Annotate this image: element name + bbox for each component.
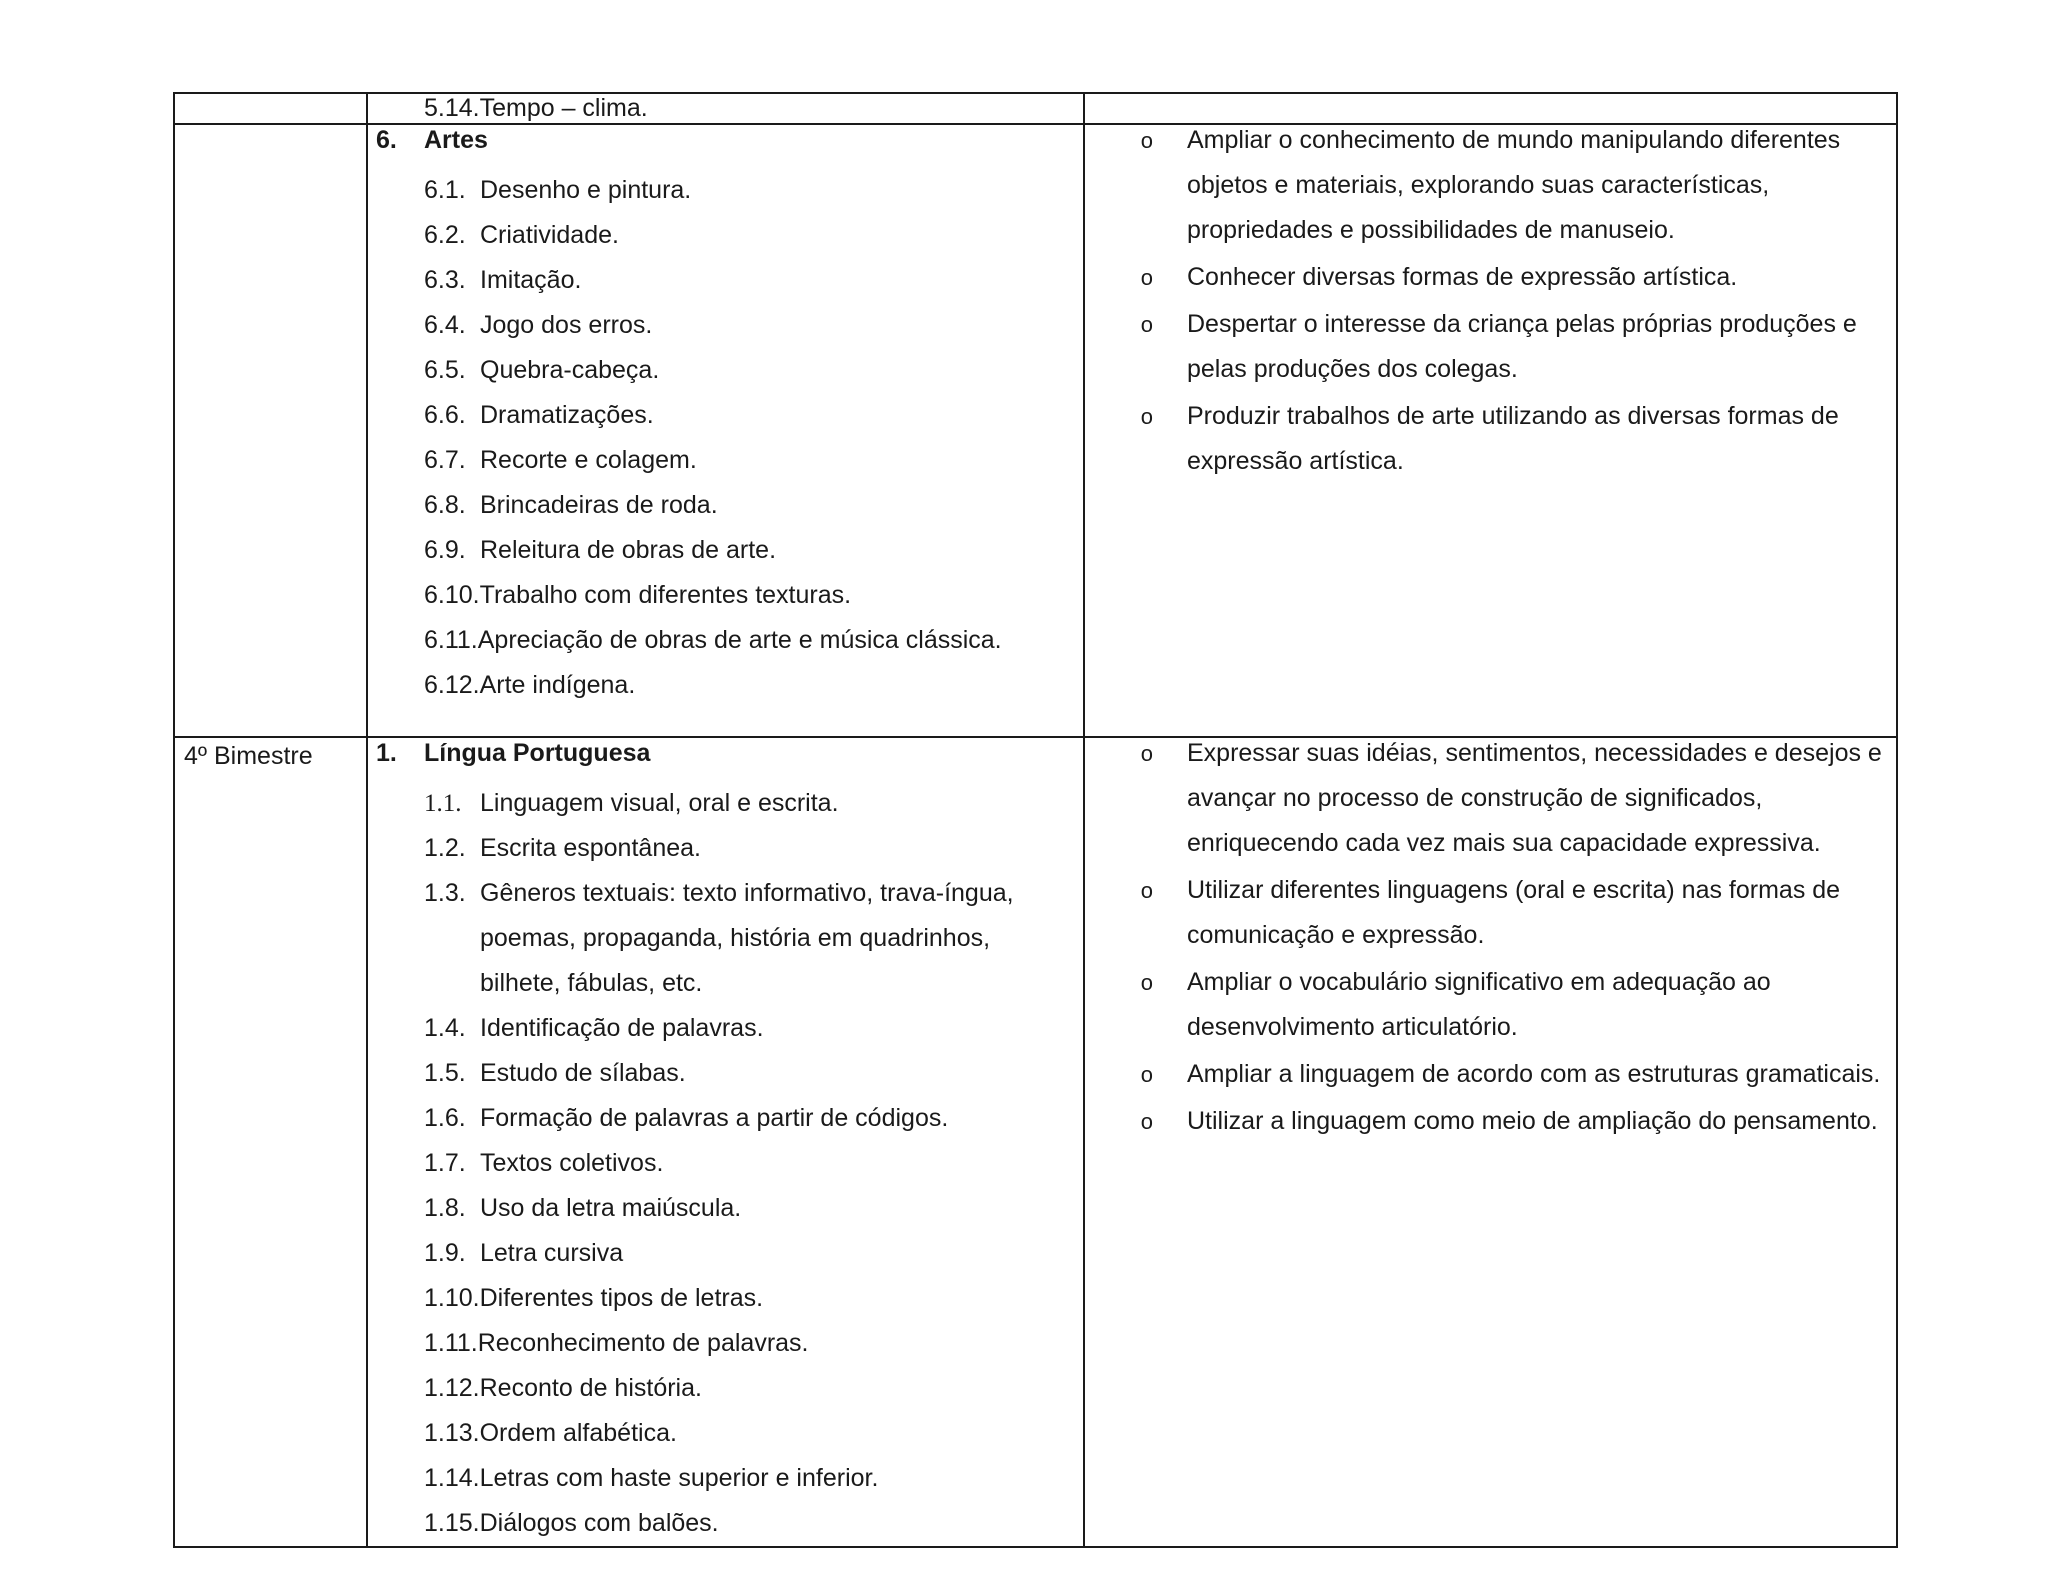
goals-cell	[1084, 737, 1897, 1547]
content-list	[368, 781, 1083, 1546]
item-number: 6.9.	[424, 536, 466, 564]
table-row	[174, 124, 1897, 737]
bullet-icon: o	[1140, 970, 1153, 995]
list-item	[368, 438, 1083, 483]
item-text: Gêneros textuais: texto informativo, trava-íngua, poemas, propaganda, história em quadrinhos, bilhete, fábulas, etc.	[480, 879, 1014, 997]
bullet-icon: o	[1140, 128, 1153, 153]
section-number: 6.	[376, 126, 397, 154]
item-text: Estudo de sílabas.	[480, 1059, 686, 1087]
goals-list	[1085, 118, 1896, 484]
item-number: 6.2.	[424, 221, 466, 249]
item-number: 1.1.	[424, 790, 462, 817]
goal-item	[1085, 868, 1896, 958]
table-row	[174, 737, 1897, 1547]
section-title: Língua Portuguesa	[424, 739, 651, 767]
item-number: 1.5.	[424, 1059, 466, 1087]
goal-text: Expressar suas idéias, sentimentos, necessidades e desejos e avançar no processo de construção de significados, enriquecendo cada vez mais sua capacidade expressiva.	[1187, 739, 1882, 857]
list-item	[368, 573, 1083, 618]
list-item	[368, 1096, 1083, 1141]
list-item	[368, 781, 1083, 826]
list-item	[368, 1051, 1083, 1096]
item-number: 1.7.	[424, 1149, 466, 1177]
item-number: 6.7.	[424, 446, 466, 474]
curriculum-table	[173, 92, 1898, 1548]
bullet-icon: o	[1140, 878, 1153, 903]
section-heading	[368, 738, 1083, 769]
item-text: Diferentes tipos de letras.	[479, 1284, 764, 1312]
list-item	[368, 258, 1083, 303]
list-item	[368, 1501, 1083, 1546]
period-cell	[174, 124, 367, 737]
item-number: 6.4.	[424, 311, 466, 339]
item-text: Imitação.	[480, 266, 582, 294]
list-item	[368, 528, 1083, 573]
item-text: Linguagem visual, oral e escrita.	[480, 789, 839, 817]
period-cell: 4º Bimestre	[174, 737, 367, 1547]
item-number: 1.2.	[424, 834, 466, 862]
item-text: Letra cursiva	[480, 1239, 624, 1267]
item-number: 6.1.	[424, 176, 466, 204]
item-text: Desenho e pintura.	[480, 176, 692, 204]
list-item	[368, 1456, 1083, 1501]
item-number: 6.12.	[424, 671, 480, 699]
goal-item	[1085, 960, 1896, 1050]
item-number: 1.12.	[424, 1374, 480, 1402]
goal-item	[1085, 255, 1896, 300]
goal-item	[1085, 118, 1896, 253]
item-text: Apreciação de obras de arte e música clássica.	[477, 626, 1002, 654]
item-text: Criatividade.	[480, 221, 619, 249]
list-item	[368, 1006, 1083, 1051]
item-text: Formação de palavras a partir de códigos.	[480, 1104, 949, 1132]
bullet-icon: o	[1140, 312, 1153, 337]
list-item	[368, 1231, 1083, 1276]
goal-item	[1085, 302, 1896, 392]
goal-text: Utilizar a linguagem como meio de ampliação do pensamento.	[1187, 1107, 1878, 1135]
bullet-icon: o	[1140, 741, 1153, 766]
list-item	[368, 663, 1083, 708]
item-text: Trabalho com diferentes texturas.	[479, 581, 852, 609]
list-item	[368, 1186, 1083, 1231]
item-text: Releitura de obras de arte.	[480, 536, 777, 564]
item-number: 1.15.	[424, 1509, 480, 1537]
item-number: 1.14.	[424, 1464, 480, 1492]
item-number: 6.3.	[424, 266, 466, 294]
content-cell	[367, 737, 1084, 1547]
item-number: 1.10.	[424, 1284, 480, 1312]
item-text: Letras com haste superior e inferior.	[479, 1464, 879, 1492]
list-item	[368, 871, 1083, 1006]
item-number: 6.6.	[424, 401, 466, 429]
goal-text: Conhecer diversas formas de expressão artística.	[1187, 263, 1738, 291]
list-item	[368, 168, 1083, 213]
goal-item	[1085, 731, 1896, 866]
list-item	[368, 303, 1083, 348]
item-text: Recorte e colagem.	[480, 446, 697, 474]
item-text: Jogo dos erros.	[480, 311, 653, 339]
item-text: Escrita espontânea.	[480, 834, 701, 862]
list-item	[368, 348, 1083, 393]
item-number: 1.9.	[424, 1239, 466, 1267]
item-text: Brincadeiras de roda.	[480, 491, 718, 519]
content-list	[368, 168, 1083, 708]
goals-cell	[1084, 124, 1897, 737]
bullet-icon: o	[1140, 1062, 1153, 1087]
item-number: 6.5.	[424, 356, 466, 384]
item-number: 6.8.	[424, 491, 466, 519]
section-number: 1.	[376, 739, 397, 767]
item-number: 1.11.	[424, 1329, 478, 1357]
list-item	[368, 1276, 1083, 1321]
list-item	[368, 826, 1083, 871]
item-number: 1.8.	[424, 1194, 466, 1222]
list-item	[368, 1321, 1083, 1366]
item-text: Ordem alfabética.	[479, 1419, 677, 1447]
goal-item	[1085, 394, 1896, 484]
goal-text: Produzir trabalhos de arte utilizando as diversas formas de expressão artística.	[1187, 402, 1839, 475]
item-text: Identificação de palavras.	[480, 1014, 764, 1042]
goal-text: Ampliar o conhecimento de mundo manipulando diferentes objetos e materiais, explorando suas características, propriedades e possibilidades de manuseio.	[1187, 126, 1841, 244]
goals-list	[1085, 731, 1896, 1144]
list-item	[368, 1366, 1083, 1411]
item-text: Quebra-cabeça.	[480, 356, 660, 384]
item-number: 1.6.	[424, 1104, 466, 1132]
item-number: 1.13.	[424, 1419, 480, 1447]
item-number: 1.3.	[424, 879, 466, 907]
list-item	[368, 1411, 1083, 1456]
item-text: Reconhecimento de palavras.	[477, 1329, 809, 1357]
goal-text: Ampliar a linguagem de acordo com as estruturas gramaticais.	[1187, 1060, 1881, 1088]
item-text: Uso da letra maiúscula.	[480, 1194, 742, 1222]
list-item	[368, 483, 1083, 528]
item-number: 6.11.	[424, 626, 478, 654]
goal-item	[1085, 1052, 1896, 1097]
bullet-icon: o	[1140, 1109, 1153, 1134]
bullet-icon: o	[1140, 404, 1153, 429]
bullet-icon: o	[1140, 265, 1153, 290]
section-heading	[368, 125, 1083, 156]
goal-text: Ampliar o vocabulário significativo em adequação ao desenvolvimento articulatório.	[1187, 968, 1771, 1041]
item-number: 6.10.	[424, 581, 480, 609]
item-text: Reconto de história.	[479, 1374, 702, 1402]
list-item	[368, 213, 1083, 258]
content-cell	[367, 93, 1084, 124]
content-cell	[367, 124, 1084, 737]
list-item	[368, 393, 1083, 438]
list-item: 5.14.Tempo – clima.	[424, 94, 648, 122]
list-item	[368, 618, 1083, 663]
goal-item	[1085, 1099, 1896, 1144]
item-text: Arte indígena.	[479, 671, 636, 699]
goal-text: Despertar o interesse da criança pelas próprias produções e pelas produções dos colegas.	[1187, 310, 1857, 383]
item-text: Diálogos com balões.	[479, 1509, 719, 1537]
goal-text: Utilizar diferentes linguagens (oral e escrita) nas formas de comunicação e expressão.	[1187, 876, 1841, 949]
item-text: Dramatizações.	[480, 401, 654, 429]
list-item	[368, 1141, 1083, 1186]
section-title: Artes	[424, 126, 488, 154]
item-number: 1.4.	[424, 1014, 466, 1042]
period-cell	[174, 93, 367, 124]
item-text: Textos coletivos.	[480, 1149, 664, 1177]
